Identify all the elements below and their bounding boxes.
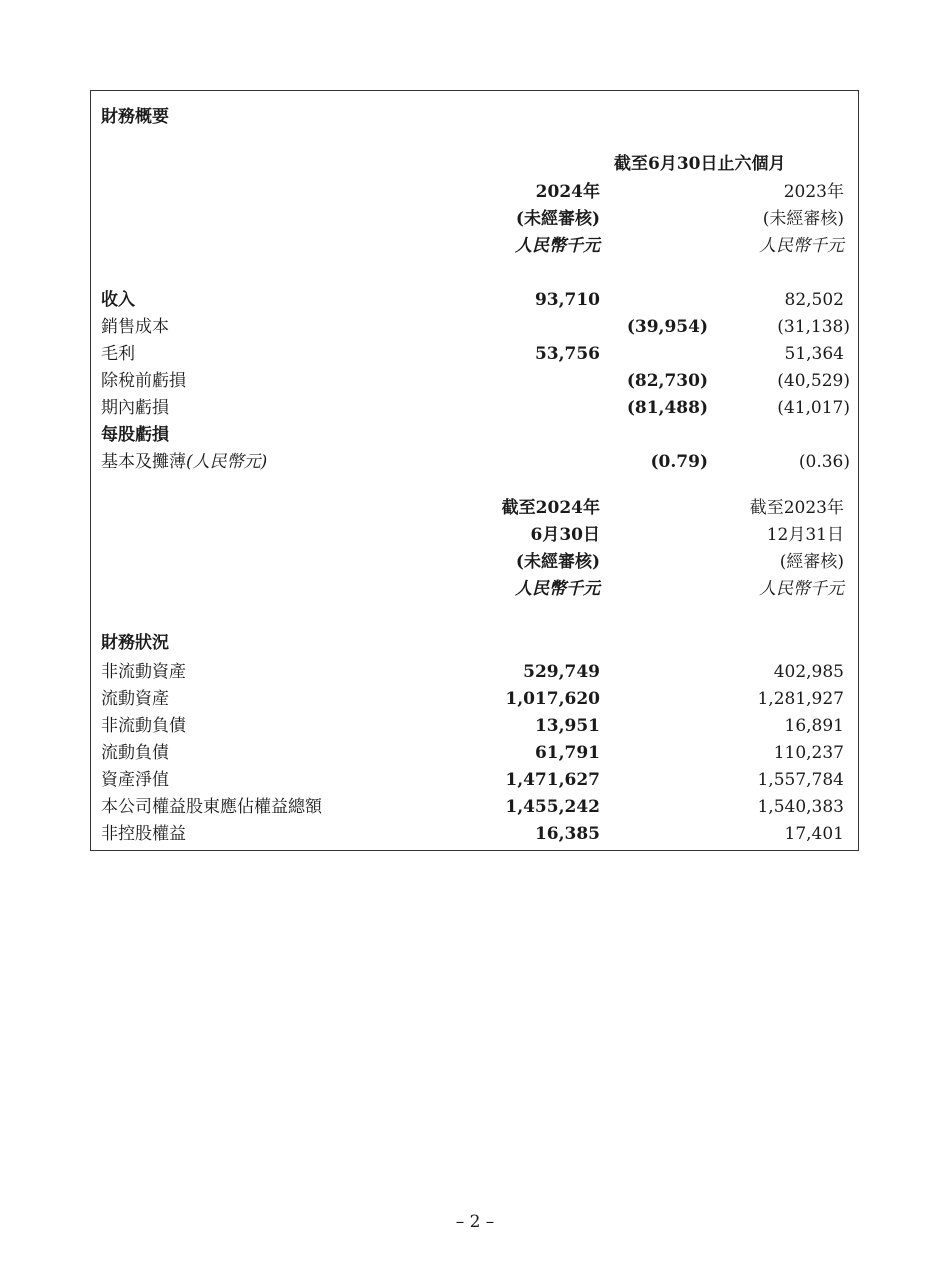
eps-value-prior: (0.36): [798, 452, 850, 472]
pos-col1-line2: 6月30日: [530, 525, 600, 545]
row-value-current: 53,756: [534, 344, 600, 364]
col2-year: 2023年: [783, 182, 844, 202]
pos-value-prior: 17,401: [784, 824, 844, 844]
pos-col1-audit: (未經審核): [515, 552, 600, 572]
pos-label-net-assets: 資產淨值: [101, 770, 169, 790]
pos-col1-line1: 截至2024年: [501, 498, 600, 518]
col1-audit: (未經審核): [515, 209, 600, 229]
pos-value-prior: 110,237: [773, 743, 844, 763]
eps-heading: 每股虧損: [101, 425, 169, 445]
row-value-prior: 82,502: [784, 290, 844, 310]
pos-value-current: 1,455,242: [505, 797, 600, 817]
pos-label-current-assets: 流動資產: [101, 689, 169, 709]
pos-value-prior: 1,557,784: [757, 770, 844, 790]
row-value-current: 93,710: [534, 290, 600, 310]
eps-label: 基本及攤薄(人民幣元): [101, 452, 268, 472]
period-span-label: 截至6月30日止六個月: [614, 154, 786, 174]
pos-label-non-controlling-interests: 非控股權益: [101, 824, 186, 844]
pos-value-current: 16,385: [534, 824, 600, 844]
pos-value-prior: 16,891: [784, 716, 844, 736]
row-value-prior: (40,529): [777, 371, 850, 391]
row-value-current: (39,954): [626, 317, 708, 337]
pos-col2-line2: 12月31日: [766, 525, 844, 545]
row-label-revenue: 收入: [101, 290, 135, 310]
row-value-prior: (31,138): [777, 317, 850, 337]
page-number: – 2 –: [455, 1212, 495, 1232]
col1-year: 2024年: [535, 182, 600, 202]
pos-label-current-liabilities: 流動負債: [101, 743, 169, 763]
col2-audit: (未經審核): [762, 209, 844, 229]
pos-value-current: 61,791: [534, 743, 600, 763]
row-value-current: (82,730): [626, 371, 708, 391]
pos-value-current: 13,951: [534, 716, 600, 736]
row-value-prior: 51,364: [784, 344, 844, 364]
row-label-loss-before-tax: 除稅前虧損: [101, 371, 186, 391]
pos-label-non-current-liabilities: 非流動負債: [101, 716, 186, 736]
pos-col2-audit: (經審核): [779, 552, 844, 572]
eps-unit: (人民幣元): [186, 452, 268, 472]
row-value-prior: (41,017): [777, 398, 850, 418]
section-title: 財務概要: [101, 107, 169, 127]
pos-col2-unit: 人民幣千元: [759, 579, 844, 599]
eps-value-current: (0.79): [650, 452, 708, 472]
col1-unit: 人民幣千元: [515, 236, 600, 256]
financial-summary-box: [90, 90, 859, 851]
pos-value-prior: 1,281,927: [757, 689, 844, 709]
pos-col2-line1: 截至2023年: [749, 498, 844, 518]
pos-label-non-current-assets: 非流動資產: [101, 662, 186, 682]
pos-value-prior: 1,540,383: [757, 797, 844, 817]
row-label-loss-for-period: 期內虧損: [101, 398, 169, 418]
pos-col1-unit: 人民幣千元: [515, 579, 600, 599]
pos-value-current: 1,017,620: [505, 689, 600, 709]
pos-value-current: 529,749: [523, 662, 600, 682]
position-title: 財務狀況: [101, 633, 169, 653]
pos-label-equity-attributable: 本公司權益股東應佔權益總額: [101, 797, 322, 817]
row-label-gross-profit: 毛利: [101, 344, 135, 364]
row-label-cost-of-sales: 銷售成本: [101, 317, 169, 337]
pos-value-current: 1,471,627: [505, 770, 600, 790]
pos-value-prior: 402,985: [773, 662, 844, 682]
col2-unit: 人民幣千元: [759, 236, 844, 256]
row-value-current: (81,488): [626, 398, 708, 418]
